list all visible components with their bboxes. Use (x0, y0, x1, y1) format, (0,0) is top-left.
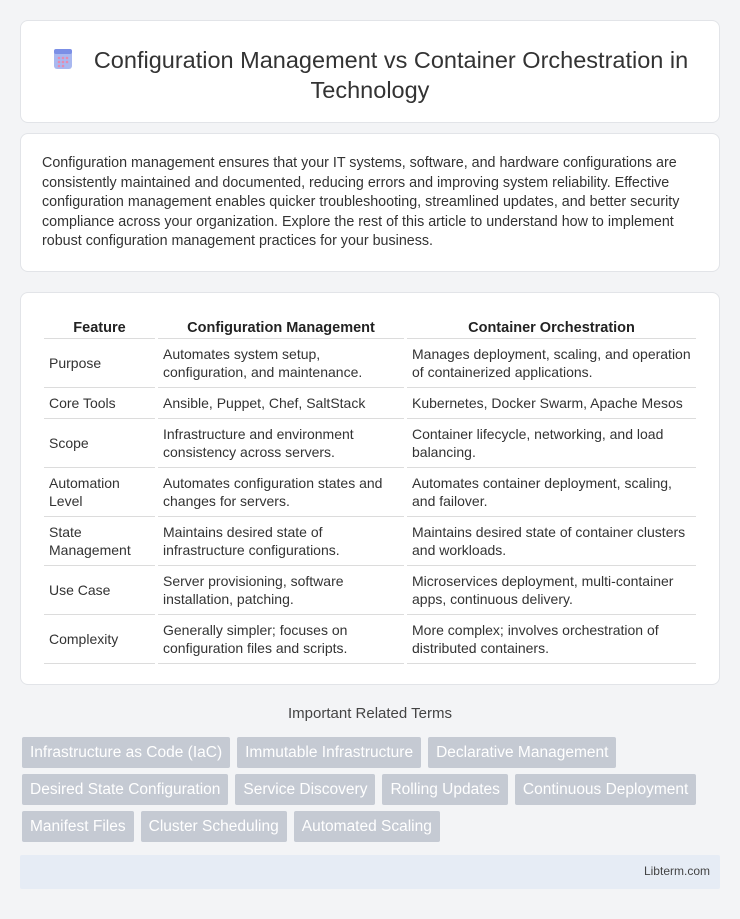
table-row (44, 388, 696, 419)
title-card (20, 20, 720, 123)
tag-row (22, 811, 722, 842)
feature-cell: Core Tools (44, 388, 155, 419)
orchestration-cell: Maintains desired state of container clusters and workloads. (407, 517, 696, 566)
table-row (44, 566, 696, 615)
feature-cell: Use Case (44, 566, 155, 615)
orchestration-cell: Container lifecycle, networking, and load balancing. (407, 419, 696, 468)
config-cell: Server provisioning, software installation, patching. (158, 566, 404, 615)
config-cell: Automates system setup, configuration, and maintenance. (158, 339, 404, 388)
tag-desired-state-configuration[interactable]: Desired State Configuration (22, 774, 228, 805)
comparison-table (41, 313, 699, 664)
feature-cell: Complexity (44, 615, 155, 664)
config-cell: Infrastructure and environment consistency across servers. (158, 419, 404, 468)
related-terms-list (22, 737, 722, 848)
intro-card (20, 133, 720, 272)
tag-immutable-infrastructure[interactable]: Immutable Infrastructure (237, 737, 421, 768)
feature-cell: Automation Level (44, 468, 155, 517)
feature-cell: State Management (44, 517, 155, 566)
header-configuration-management: Configuration Management (158, 313, 404, 339)
page-title (41, 45, 699, 105)
related-terms-heading: Important Related Terms (288, 705, 452, 722)
comparison-card (20, 292, 720, 685)
footer (20, 855, 720, 889)
page-title-text: Configuration Management vs Container Orchestration in Technology (93, 47, 689, 103)
tag-service-discovery[interactable]: Service Discovery (235, 774, 375, 805)
table-row (44, 419, 696, 468)
document-icon (52, 48, 74, 70)
config-cell: Maintains desired state of infrastructure configurations. (158, 517, 404, 566)
table-row (44, 615, 696, 664)
tag-continuous-deployment[interactable]: Continuous Deployment (515, 774, 696, 805)
tag-row (22, 774, 722, 805)
footer-brand-link[interactable]: Libterm.com (643, 864, 710, 878)
tag-manifest-files[interactable]: Manifest Files (22, 811, 134, 842)
tag-automated-scaling[interactable]: Automated Scaling (294, 811, 440, 842)
orchestration-cell: More complex; involves orchestration of distributed containers. (407, 615, 696, 664)
config-cell: Automates configuration states and changes for servers. (158, 468, 404, 517)
tag-cluster-scheduling[interactable]: Cluster Scheduling (141, 811, 287, 842)
table-row (44, 339, 696, 388)
header-container-orchestration: Container Orchestration (407, 313, 696, 339)
orchestration-cell: Microservices deployment, multi-container apps, continuous delivery. (407, 566, 696, 615)
tag-row (22, 737, 722, 768)
table-row (44, 517, 696, 566)
orchestration-cell: Manages deployment, scaling, and operation of containerized applications. (407, 339, 696, 388)
tag-infrastructure-as-code[interactable]: Infrastructure as Code (IaC) (22, 737, 230, 768)
intro-paragraph: Configuration management ensures that your IT systems, software, and hardware configurations are consistently maintained and documented, reducing errors and improving system reliability. Effective configuration management enables quicker troubleshooting, streamlined updates, and better security compliance across your organization. Explore the rest of this article to understand how to implement robust configuration management practices for your business. (42, 155, 680, 250)
table-header-row (44, 313, 696, 339)
orchestration-cell: Automates container deployment, scaling, and failover. (407, 468, 696, 517)
config-cell: Ansible, Puppet, Chef, SaltStack (158, 388, 404, 419)
tag-rolling-updates[interactable]: Rolling Updates (382, 774, 507, 805)
feature-cell: Scope (44, 419, 155, 468)
feature-cell: Purpose (44, 339, 155, 388)
header-feature: Feature (44, 313, 155, 339)
orchestration-cell: Kubernetes, Docker Swarm, Apache Mesos (407, 388, 696, 419)
table-row (44, 468, 696, 517)
tag-declarative-management[interactable]: Declarative Management (428, 737, 616, 768)
config-cell: Generally simpler; focuses on configuration files and scripts. (158, 615, 404, 664)
